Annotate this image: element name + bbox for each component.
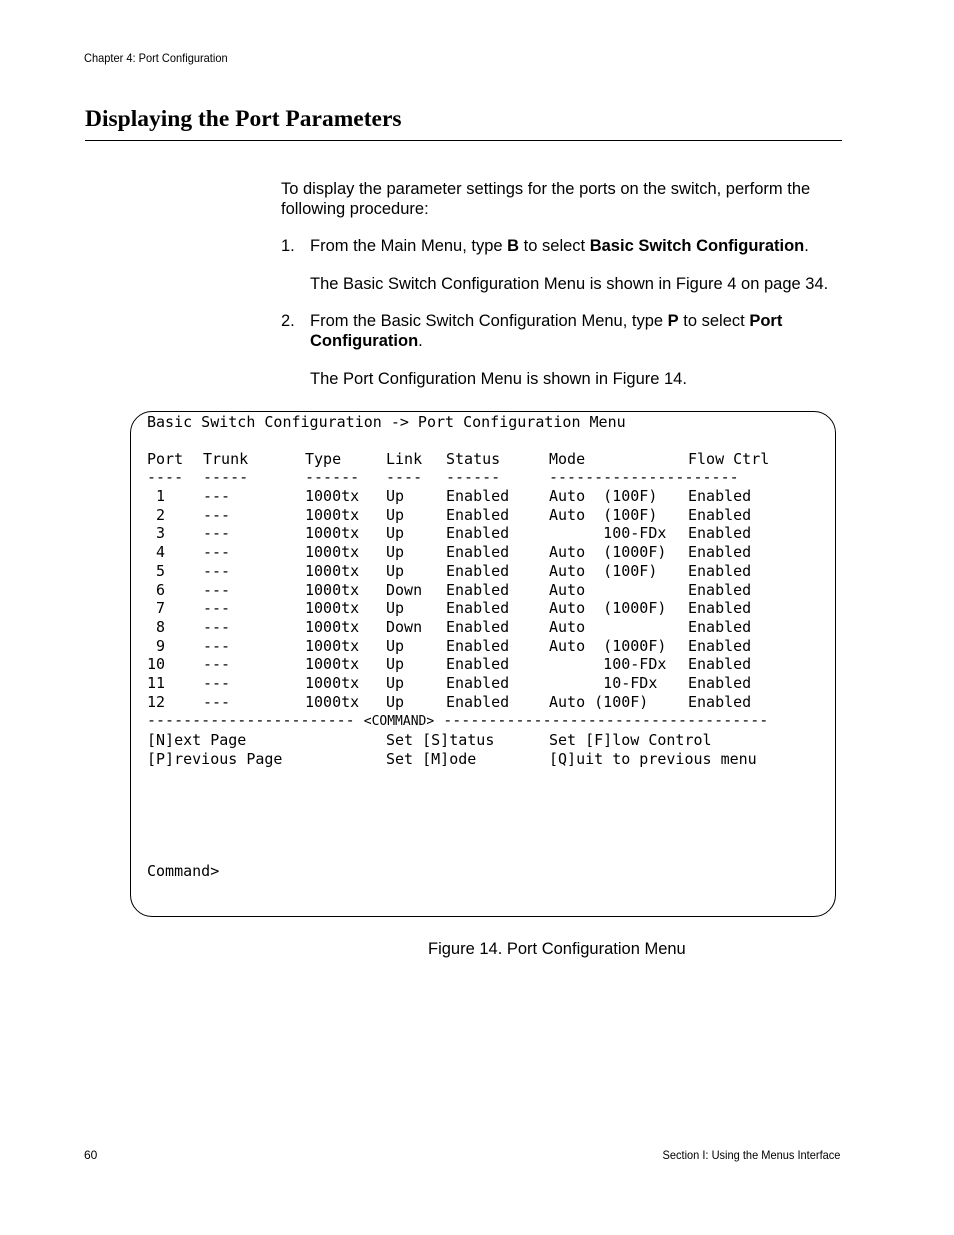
dash-type: ------	[305, 468, 360, 486]
trunk-cell: ---	[203, 636, 231, 655]
mode-cell: Auto (100F)	[549, 487, 658, 505]
port-cell: 7	[147, 599, 166, 618]
trunk-cell: ---	[203, 655, 231, 674]
col-mode: Mode	[549, 450, 586, 468]
status-cell: Enabled	[446, 580, 510, 599]
status-cell: Enabled	[446, 655, 510, 674]
dash-mode-flow: ---------------------	[549, 468, 739, 486]
step-2-text: From the Basic Switch Configuration Menu, type P to select Port Configuration.	[310, 312, 783, 350]
status-cell: Enabled	[446, 543, 510, 562]
trunk-cell: ---	[203, 524, 231, 543]
link-cell: Down	[386, 617, 423, 636]
flow-cell: Enabled	[688, 487, 752, 505]
col-type: Type	[305, 450, 342, 468]
flow-cell: Enabled	[688, 599, 752, 618]
command-prompt: Command>	[147, 862, 220, 880]
command-set-mode: Set [M]ode	[386, 750, 477, 768]
type-cell: 1000tx	[305, 580, 360, 599]
port-cell: 11	[147, 674, 166, 692]
col-trunk: Trunk	[203, 450, 249, 468]
dash-link: ----	[386, 468, 423, 486]
mode-cell: 10-FDx	[549, 674, 658, 692]
link-cell: Up	[386, 692, 405, 711]
flow-cell: Enabled	[688, 674, 752, 692]
dash-port: ----	[147, 468, 184, 486]
type-cell: 1000tx	[305, 692, 360, 711]
link-cell: Up	[386, 505, 405, 524]
type-cell: 1000tx	[305, 561, 360, 580]
mode-cell: Auto	[549, 617, 586, 636]
port-cell: 6	[147, 580, 166, 599]
flow-cell: Enabled	[688, 655, 752, 674]
col-status: Status	[446, 450, 501, 468]
flow-cell: Enabled	[688, 505, 752, 524]
status-cell: Enabled	[446, 636, 510, 655]
type-cell: 1000tx	[305, 599, 360, 618]
dash-trunk: -----	[203, 468, 249, 486]
col-flow: Flow Ctrl	[688, 450, 770, 468]
step-1-number: 1.	[281, 237, 295, 255]
intro-paragraph: To display the parameter settings for the ports on the switch, perform the following procedure:	[281, 180, 811, 218]
step-2-note: The Port Configuration Menu is shown in Figure 14.	[310, 370, 687, 388]
mode-cell: Auto (1000F)	[549, 543, 667, 562]
port-cell: 10	[147, 655, 166, 674]
mode-cell: Auto (100F)	[549, 561, 658, 580]
command-quit: [Q]uit to previous menu	[549, 750, 757, 768]
flow-cell: Enabled	[688, 543, 752, 562]
status-cell: Enabled	[446, 692, 510, 711]
figure-caption: Figure 14. Port Configuration Menu	[428, 940, 686, 958]
step-1-note: The Basic Switch Configuration Menu is shown in Figure 4 on page 34.	[310, 275, 829, 293]
status-cell: Enabled	[446, 599, 510, 618]
port-cell: 5	[147, 561, 166, 580]
status-cell: Enabled	[446, 561, 510, 580]
trunk-cell: ---	[203, 692, 231, 711]
status-cell: Enabled	[446, 487, 510, 505]
link-cell: Up	[386, 599, 405, 618]
link-cell: Up	[386, 655, 405, 674]
mode-cell: 100-FDx	[549, 524, 667, 543]
trunk-cell: ---	[203, 599, 231, 618]
mode-cell: Auto (100F)	[549, 692, 649, 711]
flow-cell: Enabled	[688, 561, 752, 580]
port-cell: 3	[147, 524, 166, 543]
status-cell: Enabled	[446, 617, 510, 636]
type-cell: 1000tx	[305, 636, 360, 655]
port-cell: 12	[147, 692, 166, 711]
port-cell: 2	[147, 505, 166, 524]
running-header: Chapter 4: Port Configuration	[84, 51, 228, 65]
link-cell: Up	[386, 636, 405, 655]
flow-cell: Enabled	[688, 617, 752, 636]
link-cell: Down	[386, 580, 423, 599]
port-cell: 8	[147, 617, 166, 636]
mode-cell: Auto	[549, 580, 586, 599]
trunk-cell: ---	[203, 674, 231, 692]
status-cell: Enabled	[446, 674, 510, 692]
type-cell: 1000tx	[305, 543, 360, 562]
type-cell: 1000tx	[305, 524, 360, 543]
trunk-cell: ---	[203, 505, 231, 524]
mode-cell: Auto (1000F)	[549, 636, 667, 655]
flow-cell: Enabled	[688, 524, 752, 543]
type-cell: 1000tx	[305, 674, 360, 692]
link-cell: Up	[386, 487, 405, 505]
type-cell: 1000tx	[305, 617, 360, 636]
trunk-cell: ---	[203, 561, 231, 580]
mode-cell: Auto (1000F)	[549, 599, 667, 618]
command-divider: ----------------------- <COMMAND> ------------------------------------	[147, 711, 769, 729]
type-cell: 1000tx	[305, 655, 360, 674]
dash-status: ------	[446, 468, 501, 486]
status-cell: Enabled	[446, 524, 510, 543]
flow-cell: Enabled	[688, 580, 752, 599]
col-link: Link	[386, 450, 423, 468]
command-set-status: Set [S]tatus	[386, 731, 495, 749]
step-2-number: 2.	[281, 312, 295, 330]
status-cell: Enabled	[446, 505, 510, 524]
type-cell: 1000tx	[305, 505, 360, 524]
flow-cell: Enabled	[688, 692, 752, 711]
command-set-flow-control: Set [F]low Control	[549, 731, 712, 749]
mode-cell: Auto (100F)	[549, 505, 658, 524]
page-number: 60	[84, 1148, 98, 1162]
step-1-text: From the Main Menu, type B to select Basic Switch Configuration.	[310, 237, 809, 255]
port-cell: 9	[147, 636, 166, 655]
flow-cell: Enabled	[688, 636, 752, 655]
mode-cell: 100-FDx	[549, 655, 667, 674]
section-title: Displaying the Port Parameters	[85, 106, 402, 132]
type-cell: 1000tx	[305, 487, 360, 505]
trunk-cell: ---	[203, 487, 231, 505]
col-port: Port	[147, 450, 184, 468]
running-footer: Section I: Using the Menus Interface	[662, 1148, 840, 1162]
terminal-title: Basic Switch Configuration -> Port Configuration Menu	[147, 413, 626, 431]
command-next-page: [N]ext Page	[147, 731, 247, 749]
link-cell: Up	[386, 543, 405, 562]
trunk-cell: ---	[203, 580, 231, 599]
trunk-cell: ---	[203, 543, 231, 562]
title-rule	[85, 140, 842, 141]
link-cell: Up	[386, 524, 405, 543]
command-previous-page: [P]revious Page	[147, 750, 283, 768]
trunk-cell: ---	[203, 617, 231, 636]
link-cell: Up	[386, 561, 405, 580]
port-cell: 4	[147, 543, 166, 562]
link-cell: Up	[386, 674, 405, 692]
port-cell: 1	[147, 487, 166, 505]
